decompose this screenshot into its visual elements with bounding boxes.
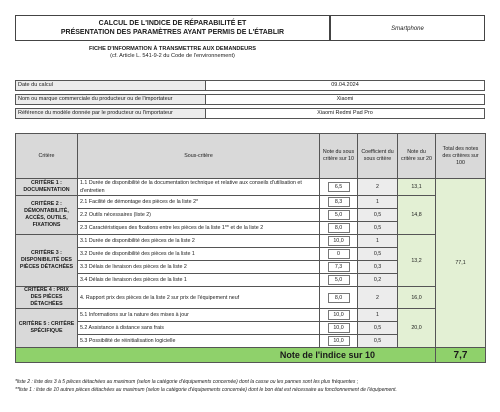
header-subcriteria: Sous-critère: [78, 134, 320, 179]
coefficient: 0,5: [358, 209, 398, 222]
header-coefficient: Coefficient du sous critère: [358, 134, 398, 179]
coefficient: 0,3: [358, 261, 398, 274]
repairability-table: [15, 133, 486, 363]
coefficient: 1: [358, 235, 398, 248]
product-type: Smartphone: [330, 15, 485, 41]
criteria-name: CRITÈRE 3 : DISPONIBILITÉ DES PIÈCES DÉTACHÉES: [16, 235, 78, 287]
sub-score: 7,3: [328, 262, 350, 272]
criteria-score: 13,1: [398, 179, 436, 196]
total-score: 77,1: [436, 179, 486, 348]
coefficient: 0,2: [358, 274, 398, 287]
fiche-ref: (cf. Article L. 541-9-2 du Code de l'environnement): [110, 53, 235, 59]
sub-score: 0: [328, 249, 350, 259]
info-label: Nom ou marque commerciale du producteur ou de l'importateur: [16, 95, 206, 104]
subcriteria-label: 3.3 Délais de livraison des pièces de la liste 2: [78, 261, 320, 274]
final-index-label: Note de l'indice sur 10: [16, 348, 436, 363]
fiche-heading: [15, 46, 330, 60]
subcriteria-label: 2.1 Facilité de démontage des pièces de la liste 2*: [78, 196, 320, 209]
header-total: Total des notes des critères sur 100: [436, 134, 486, 179]
header-criteria: Critère: [16, 134, 78, 179]
sub-score: 10,0: [328, 323, 350, 333]
subcriteria-label: 2.3 Caractéristiques des fixations entre les pièces de la liste 1** et de la liste 2: [78, 222, 320, 235]
subcriteria-label: 4. Rapport prix des pièces de la liste 2 sur prix de l'équipement neuf: [78, 287, 320, 309]
sub-score: 8,3: [328, 197, 350, 207]
coefficient: 1: [358, 196, 398, 209]
criteria-name: CRITÈRE 1 : DOCUMENTATION: [16, 179, 78, 196]
subcriteria-label: 3.4 Délais de livraison des pièces de la liste 1: [78, 274, 320, 287]
header-sub-score: Note du sous critère sur 10: [320, 134, 358, 179]
sub-score: 8,0: [328, 223, 350, 233]
coefficient: 0,5: [358, 335, 398, 348]
info-label: Référence du modèle donnée par le producteur ou l'importateur: [16, 109, 206, 118]
header-criteria-score: Note du critère sur 20: [398, 134, 436, 179]
subcriteria-label: 3.2 Durée de disponibilité des pièces de la liste 1: [78, 248, 320, 261]
sub-score: 10,0: [328, 310, 350, 320]
coefficient: 2: [358, 179, 398, 196]
subcriteria-label: 1.1 Durée de disponibilité de la documentation technique et relative aux conseils d'utilisation et d'entretien: [78, 179, 320, 196]
criteria-name: CRITÈRE 4 : PRIX DES PIÈCES DÉTACHÉES: [16, 287, 78, 309]
coefficient: 2: [358, 287, 398, 309]
sub-score: 6,5: [328, 182, 350, 192]
sub-score: 5,0: [328, 275, 350, 285]
info-row-brand: [15, 94, 485, 105]
header-title-line2: PRÉSENTATION DES PARAMÈTRES AYANT PERMIS DE L'ÉTABLIR: [60, 29, 285, 36]
info-row-date: [15, 80, 485, 91]
criteria-score: 13,2: [398, 235, 436, 287]
subcriteria-label: 5.3 Possibilité de réinitialisation logicielle: [78, 335, 320, 348]
footnote-list1: **liste 1 : liste de 10 autres pièces détachées au maximum (selon la catégorie d'équipements concernée) dont le bon état est nécessaire au fonctionnement de l'équipement.: [15, 387, 397, 393]
subcriteria-label: 5.2 Assistance à distance sans frais: [78, 322, 320, 335]
criteria-name: CRITÈRE 5 : CRITÈRE SPÉCIFIQUE: [16, 309, 78, 348]
sub-score: 5,0: [328, 210, 350, 220]
info-row-model: [15, 108, 485, 119]
info-value: Xiaomi Redmi Pad Pro: [317, 110, 373, 116]
subcriteria-label: 2.2 Outils nécessaires (liste 2): [78, 209, 320, 222]
subcriteria-label: 5.1 Informations sur la nature des mises à jour: [78, 309, 320, 322]
sub-score: 10,0: [328, 336, 350, 346]
sub-score: 8,0: [328, 293, 350, 303]
subcriteria-label: 3.1 Durée de disponibilité des pièces de la liste 2: [78, 235, 320, 248]
footnote-list2: *liste 2 : liste des 3 à 5 pièces détachées au maximum (selon la catégorie d'équipements concernée) dont la casse ou les pannes sont les plus fréquentes ;: [15, 379, 359, 385]
sub-score: 10,0: [328, 236, 350, 246]
criteria-score: 14,8: [398, 196, 436, 235]
coefficient: 0,5: [358, 222, 398, 235]
criteria-score: 16,0: [398, 287, 436, 309]
info-label: Date du calcul: [16, 81, 206, 90]
coefficient: 0,5: [358, 322, 398, 335]
coefficient: 0,5: [358, 248, 398, 261]
coefficient: 1: [358, 309, 398, 322]
final-index-value: 7,7: [436, 348, 486, 363]
footnotes: [15, 378, 493, 394]
info-value: 09.04.2024: [331, 82, 359, 88]
header-title-line1: CALCUL DE L'INDICE DE RÉPARABILITÉ ET: [98, 20, 247, 27]
criteria-score: 20,0: [398, 309, 436, 348]
fiche-title: FICHE D'INFORMATION À TRANSMETTRE AUX DEMANDEURS: [89, 46, 256, 52]
header-title: [15, 15, 330, 41]
criteria-name: CRITÈRE 2 : DÉMONTABILITÉ, ACCÈS, OUTILS, FIXATIONS: [16, 196, 78, 235]
info-value: Xiaomi: [336, 96, 354, 102]
